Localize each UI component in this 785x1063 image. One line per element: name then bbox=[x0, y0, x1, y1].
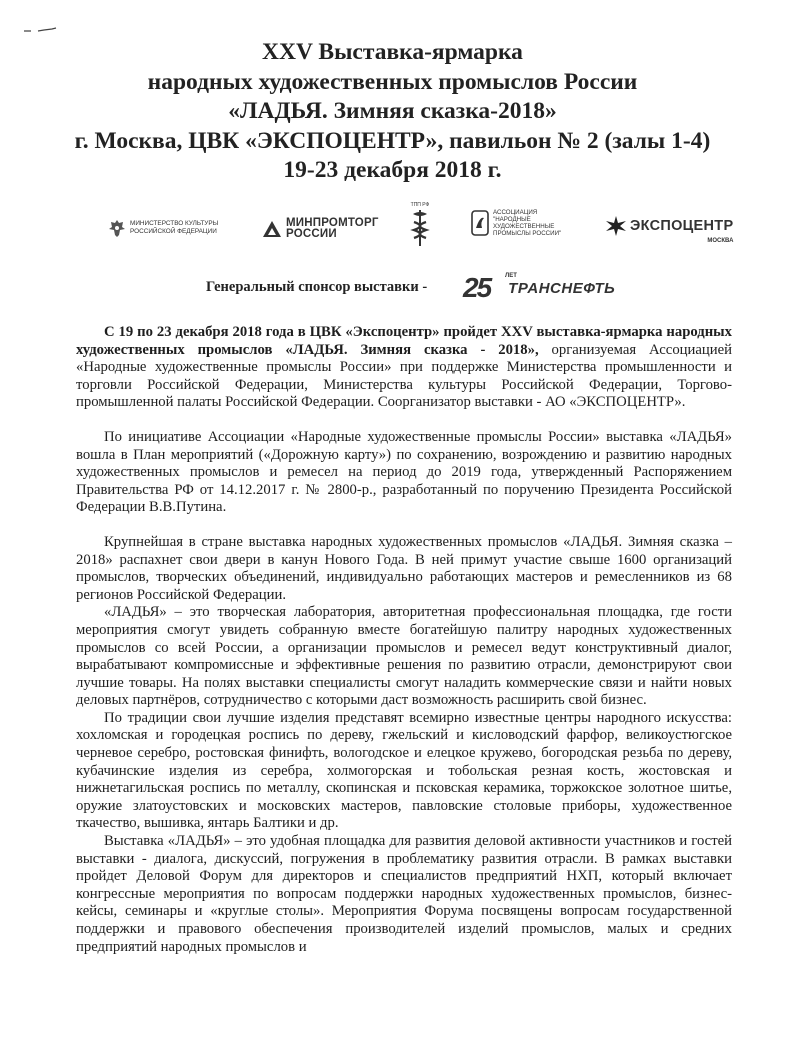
logo-tpp bbox=[410, 202, 430, 248]
partner-logos bbox=[0, 202, 785, 262]
general-sponsor bbox=[0, 272, 785, 302]
header-line-1: XXV Выставка-ярмарка bbox=[262, 39, 523, 65]
eagle-emblem-icon bbox=[108, 218, 126, 238]
paragraph-6: Выставка «ЛАДЬЯ» – это удобная площадка для развития деловой активности участников и гостей выставки - диалога, дискуссий, погружения в проблематику развития отрасли. В рамках выставки пройдет Деловой Форум для директоров и специалистов предприятий НХП, который включает конгрессные мероприятия по вопросам поддержки народных художественных промыслов, бизнес-кейсы, семинары и «круглые столы». Мероприятия Форума посвящены вопросам государственной поддержки и правового обеспечения производителей изделий промыслов, малых и средних предприятий народных промыслов и bbox=[76, 833, 732, 955]
document-header bbox=[40, 38, 745, 186]
logo-minpromtorg bbox=[262, 218, 379, 240]
assoc-line-3: ХУДОЖЕСТВЕННЫЕ bbox=[493, 223, 555, 230]
tpp-label: ТПП РФ bbox=[410, 202, 430, 208]
logo-expocentre bbox=[606, 216, 734, 244]
paragraph-3: Крупнейшая в стране выставка народных художественных промыслов «ЛАДЬЯ. Зимняя сказка – 2018» распахнет свои двери в канун Нового Года. В ней примут участие свыше 1600 организаций промыслов, творческих объединений, индивидуально работающих мастеров и ремесленников из 68 регионов Российской Федерации. bbox=[76, 533, 732, 603]
minprom-line-1: МИНПРОМТОРГ bbox=[286, 217, 379, 229]
header-line-2: народных художественных промыслов России bbox=[147, 68, 638, 95]
culture-line-1: МИНИСТЕРСТВО КУЛЬТУРЫ bbox=[130, 220, 219, 228]
triangle-emblem-icon bbox=[262, 220, 282, 238]
assoc-line-2: "НАРОДНЫЕ bbox=[493, 216, 531, 223]
paragraph-2: По инициативе Ассоциации «Народные художественные промыслы России» выставка «ЛАДЬЯ» вошла в План мероприятий («Дорожную карту») по сохранению, возрождению и развитию народных художественных промыслов и ремесел на период до 2019 года, утвержденный Распоряжением Правительства РФ от 14.12.2017 г. № 2800-р., разработанный по поручению Президента Российской Федерации В.В.Путина. bbox=[76, 428, 732, 516]
paragraph-5: По традиции свои лучшие изделия представят всемирно известные центры народного искусства: хохломская и городецкая роспись по дереву, гжельский и кисловодский фарфор, великоустюгское черневое серебро, ростовская финифть, вологодское и елецкое кружево, богородская резьба по дереву, кубачинские изделия из серебра, холмогорская и тобольская резная кость, жостовская и нижнетагильская роспись по металлу, скопинская и псковская керамика, торжокское золотное шитье, оружие златоустовских и московских мастеров, павловские столовые приборы, художественное ткачество, вышивка, янтарь Балтики и др. bbox=[76, 709, 732, 832]
minprom-line-2: РОССИИ bbox=[286, 228, 337, 240]
header-line-5: 19-23 декабря 2018 г. bbox=[283, 157, 502, 183]
logo-association-nhp bbox=[471, 209, 561, 237]
star-emblem-icon bbox=[606, 216, 626, 236]
paragraph-1-bold: С 19 по 23 декабря 2018 года в ЦВК «Экспоцентр» пройдет XXV выставка-ярмарка народных художественных промыслов «ЛАДЬЯ. Зимняя сказка - 2018», bbox=[76, 324, 732, 358]
header-line-4: г. Москва, ЦВК «ЭКСПОЦЕНТР», павильон № 2 (залы 1-4) bbox=[74, 127, 711, 154]
logo-transneft bbox=[463, 272, 615, 304]
sponsor-years: ЛЕТ bbox=[505, 273, 517, 279]
shield-emblem-icon bbox=[471, 210, 489, 236]
paragraph-1 bbox=[76, 324, 732, 412]
assoc-line-1: АССОЦИАЦИЯ bbox=[493, 209, 538, 216]
culture-line-2: РОССИЙСКОЙ ФЕДЕРАЦИИ bbox=[130, 228, 217, 235]
header-line-3: «ЛАДЬЯ. Зимняя сказка-2018» bbox=[228, 98, 557, 124]
caduceus-icon bbox=[410, 208, 430, 248]
logo-ministry-culture bbox=[108, 218, 218, 238]
assoc-line-4: ПРОМЫСЛЫ РОССИИ" bbox=[493, 230, 562, 237]
press-release-body bbox=[76, 324, 732, 956]
sponsor-number: 25 bbox=[463, 272, 491, 303]
expo-name: ЭКСПОЦЕНТР bbox=[630, 218, 734, 234]
sponsor-name: ТРАНСНЕФТЬ bbox=[508, 279, 616, 297]
paragraph-1-rest: организуемая Ассоциацией «Народные художественные промыслы России» при поддержке Министерства промышленности и торговли Российской Федерации, Министерства культуры Российской Федерации, Торгово-промышленной палаты Российской Федерации. Соорганизатор выставки - АО «ЭКСПОЦЕНТР». bbox=[76, 341, 733, 411]
expo-sub: МОСКВА bbox=[707, 238, 734, 244]
scan-mark-icon bbox=[22, 24, 58, 34]
sponsor-label: Генеральный спонсор выставки - bbox=[206, 279, 428, 295]
paragraph-4: «ЛАДЬЯ» – это творческая лаборатория, авторитетная профессиональная площадка, где гости мероприятия смогут увидеть собранную вместе богатейшую палитру народных художественных промыслов со всей России, а организации промыслов и ремесел ведут конструктивный диалог, вырабатывают компромиссные и эффективные решения по развитию отрасли, демонстрируют свои лучшие товары. На полях выставки специалисты смогут наладить коммерческие связи и найти новых деловых партнёров, сотрудничество с которыми даст возможность расширить свой бизнес. bbox=[76, 604, 732, 709]
